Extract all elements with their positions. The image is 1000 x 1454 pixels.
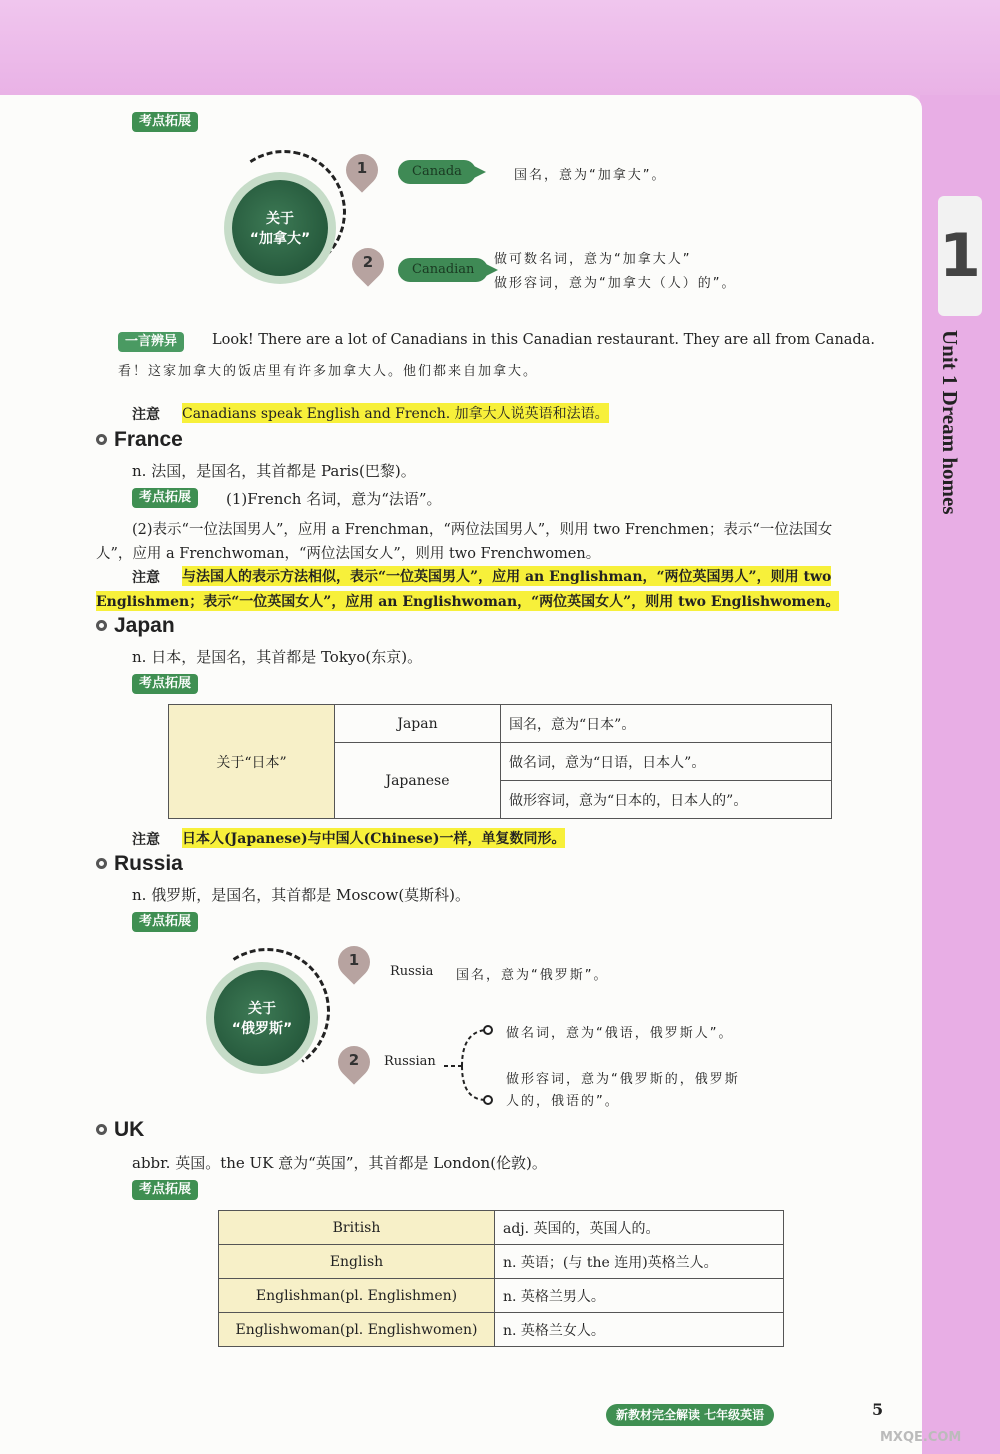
france-l3: 人”，应用 a Frenchwoman，“两位法国女人”，则用 two Frenchwomen。: [96, 546, 601, 562]
tag-kaodian-uk: 考点拓展: [132, 1180, 198, 1200]
canadian-noun: 做可数名词，意为“加拿大人”: [494, 252, 692, 267]
circle-about-russia: [214, 970, 310, 1066]
circle-line1: 关于: [266, 211, 294, 227]
russia-word: Russia: [390, 964, 434, 979]
bullet-icon: [96, 858, 107, 869]
bullet-icon: [96, 434, 107, 445]
uk-cell-word: English: [219, 1245, 495, 1279]
drop-number-1: 1: [348, 951, 360, 969]
note-france-2: Englishmen；表示“一位英国女人”，应用 an Englishwoman，“两位英国女人”，则用 two Englishwomen。: [96, 591, 839, 611]
canada-meaning: 国名，意为“加拿大”。: [514, 168, 667, 183]
heading-japan-text: Japan: [114, 614, 175, 637]
russia-def: n. 俄罗斯，是国名，其首都是 Moscow(莫斯科)。: [132, 886, 471, 904]
top-decor-band: [0, 0, 1000, 95]
pill-canadian: Canadian: [398, 258, 488, 282]
france-def: n. 法国，是国名，其首都是 Paris(巴黎)。: [132, 462, 416, 480]
uk-cell-meaning: adj. 英国的，英国人的。: [495, 1211, 784, 1245]
drop-number-2: 2: [348, 1051, 360, 1069]
uk-cell-word: Englishman(pl. Englishmen): [219, 1279, 495, 1313]
japanese-cell-adj: 做形容词，意为“日本的，日本人的”。: [501, 781, 832, 819]
drop-number-2: 2: [362, 253, 374, 271]
uk-cell-word: Englishwoman(pl. Englishwomen): [219, 1313, 495, 1347]
japan-def: n. 日本，是国名，其首都是 Tokyo(东京)。: [132, 648, 423, 666]
note-label-canada: 注意: [132, 407, 160, 423]
unit-number-tab: 1: [938, 196, 982, 316]
japanese-cell-word: Japanese: [335, 743, 501, 819]
uk-cell-meaning: n. 英格兰男人。: [495, 1279, 784, 1313]
circle-line2: “俄罗斯”: [231, 1021, 293, 1037]
russian-word: Russian: [384, 1054, 436, 1069]
uk-cell-meaning: n. 英语；(与 the 连用)英格兰人。: [495, 1245, 784, 1279]
heading-france: [96, 428, 183, 452]
france-l1: (1)French 名词，意为“法语”。: [226, 490, 442, 508]
uk-table: [218, 1210, 784, 1347]
heading-russia: [96, 852, 183, 876]
russian-branch-lines: [440, 1020, 510, 1110]
tag-kaodian-russia: 考点拓展: [132, 912, 198, 932]
tag-kaodian-japan: 考点拓展: [132, 674, 198, 694]
heading-france-text: France: [114, 428, 183, 451]
russian-adj-1: 做形容词，意为“俄罗斯的，俄罗斯: [506, 1072, 740, 1087]
note-france-1: 与法国人的表示方法相似，表示“一位英国男人”，应用 an Englishman，“两位英国男人”，则用 two: [182, 566, 831, 586]
bullet-icon: [96, 1124, 107, 1135]
circle-line2: “加拿大”: [249, 231, 311, 247]
japan-cell-word: Japan: [335, 705, 501, 743]
note-japan: 日本人(Japanese)与中国人(Chinese)一样，单复数同形。: [182, 828, 565, 848]
russian-noun: 做名词，意为“俄语，俄罗斯人”。: [506, 1026, 734, 1041]
pill-canada: Canada: [398, 160, 476, 184]
uk-def: abbr. 英国。the UK 意为“英国”，其首都是 London(伦敦)。: [132, 1154, 547, 1172]
page-number: 5: [872, 1400, 884, 1419]
canadian-adj: 做形容词，意为“加拿大（人）的”。: [494, 276, 737, 291]
japan-cell-meaning: 国名，意为“日本”。: [501, 705, 832, 743]
watermark: MXQE.COM: [880, 1430, 962, 1445]
bullet-icon: [96, 620, 107, 631]
heading-uk: [96, 1118, 144, 1142]
drop-number-1: 1: [356, 159, 368, 177]
heading-japan: [96, 614, 175, 638]
tag-kaodian-canada: 考点拓展: [132, 112, 198, 132]
japan-table: [168, 704, 832, 819]
tag-yiyan: 一言辨异: [118, 332, 184, 352]
unit-title: Unit 1 Dream homes: [938, 330, 962, 515]
japanese-cell-noun: 做名词，意为“日语，日本人”。: [501, 743, 832, 781]
yiyan-chinese: 看！这家加拿大的饭店里有许多加拿大人。他们都来自加拿大。: [118, 364, 539, 379]
note-label-japan: 注意: [132, 832, 160, 848]
uk-cell-word: British: [219, 1211, 495, 1245]
japan-table-head: 关于“日本”: [169, 705, 335, 819]
uk-cell-meaning: n. 英格兰女人。: [495, 1313, 784, 1347]
note-canada: Canadians speak English and French. 加拿大人说英语和法语。: [182, 403, 609, 423]
russian-adj-2: 人的，俄语的”。: [506, 1094, 620, 1109]
note-label-france: 注意: [132, 570, 160, 586]
heading-uk-text: UK: [114, 1118, 145, 1141]
tag-kaodian-france: 考点拓展: [132, 488, 198, 508]
russia-meaning: 国名，意为“俄罗斯”。: [456, 968, 609, 983]
circle-about-canada: [232, 180, 328, 276]
circle-line1: 关于: [248, 1001, 276, 1017]
heading-russia-text: Russia: [114, 852, 183, 875]
yiyan-english: Look! There are a lot of Canadians in this Canadian restaurant. They are all from Canada.: [212, 332, 875, 348]
footer-book-title: 新教材完全解读 七年级英语: [606, 1404, 774, 1426]
france-l2: (2)表示“一位法国男人”，应用 a Frenchman，“两位法国男人”，则用 two Frenchmen；表示“一位法国女: [132, 522, 833, 538]
